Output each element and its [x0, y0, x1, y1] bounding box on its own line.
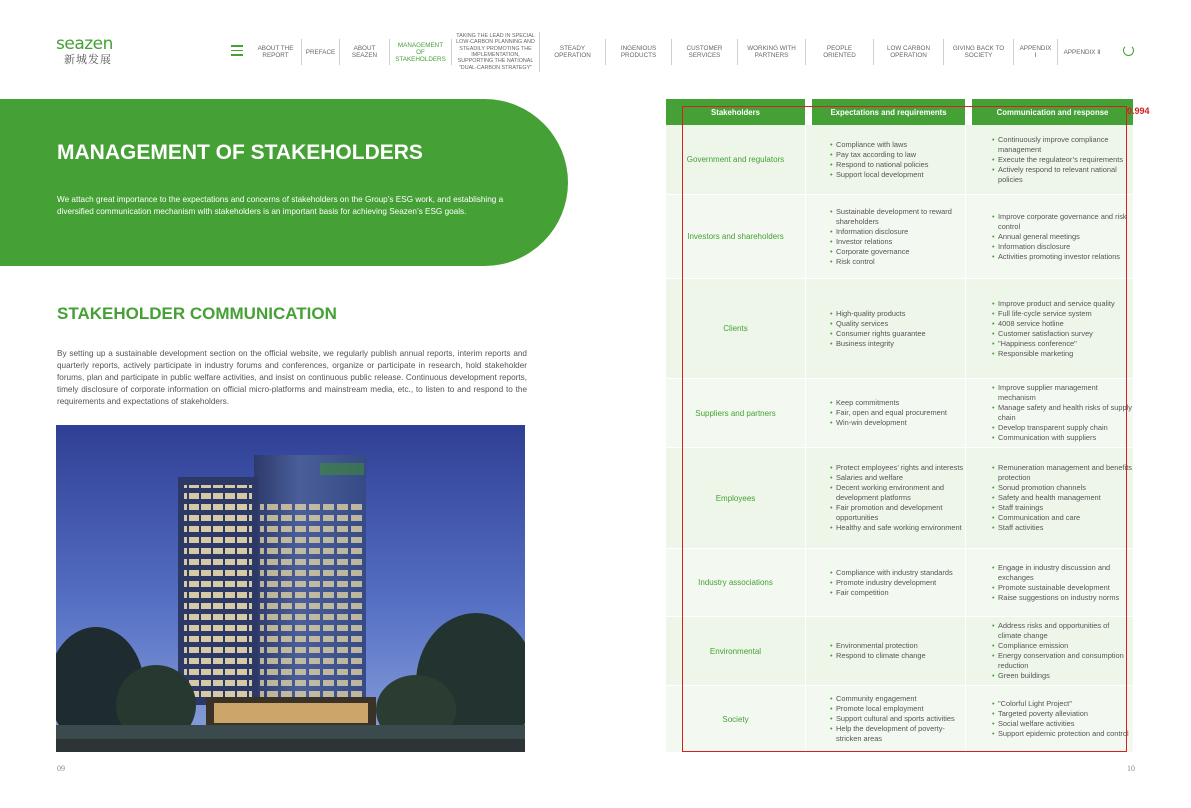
response-item: • Manage safety and health risks of supply chain [992, 403, 1133, 423]
header-communication: Communication and response [972, 99, 1133, 125]
table-row [666, 686, 1133, 753]
expectations-cell [806, 379, 966, 447]
stakeholder-name: Suppliers and partners [666, 379, 806, 447]
table-row [666, 448, 1133, 549]
response-item: • Full life-cycle service system [992, 309, 1133, 319]
responses-cell [966, 686, 1133, 752]
response-item: • Safety and health management [992, 493, 1133, 503]
expectation-item: • Salaries and welfare [830, 473, 965, 483]
responses-cell [966, 549, 1133, 616]
stakeholder-name: Employees [666, 448, 806, 548]
intro-paragraph: We attach great importance to the expectations and concerns of stakeholders on the Group’s ESG work, and establishing a diversified communication mechanism with stakeholders is an important basis for achieving Seazen’s ESG goals. [57, 195, 504, 216]
expectation-item: • Compliance with industry standards [830, 568, 965, 578]
nav-item-appendix-1[interactable]: APPENDIX Ⅰ [1014, 39, 1058, 65]
response-item: • Activities promoting investor relations [992, 252, 1133, 262]
expectations-cell [806, 125, 966, 194]
expectations-cell [806, 195, 966, 278]
response-item: • Remuneration management and benefits protection [992, 463, 1133, 483]
expectation-item: • High-quality products [830, 309, 965, 319]
expectation-item: • Compliance with laws [830, 140, 965, 150]
table-row [666, 279, 1133, 379]
expectations-cell [806, 279, 966, 378]
nav-item-working-with-partners[interactable]: WORKING WITH PARTNERS [738, 39, 806, 65]
expectation-item: • Keep commitments [830, 398, 965, 408]
response-item: • Continuously improve compliance management [992, 135, 1133, 155]
stakeholder-name: Clients [666, 279, 806, 378]
expectation-item: • Respond to climate change [830, 651, 965, 661]
table-header [666, 99, 1133, 125]
table-row [666, 549, 1133, 617]
table-row [666, 617, 1133, 686]
expectation-item: • Support local development [830, 170, 965, 180]
response-item: • 4008 service hotline [992, 319, 1133, 329]
response-item: • Address risks and opportunities of climate change [992, 621, 1133, 641]
hamburger-menu-icon[interactable] [231, 45, 243, 56]
responses-cell [966, 617, 1133, 685]
headquarters-building-photo [56, 425, 525, 752]
nav-item-preface[interactable]: PREFACE [302, 39, 340, 65]
response-item: • "Happiness conference" [992, 339, 1133, 349]
response-item: • Staff trainings [992, 503, 1133, 513]
seazen-logo[interactable] [56, 36, 128, 68]
expectations-cell [806, 617, 966, 685]
response-item: • Green buildings [992, 671, 1133, 681]
expectation-item: • Quality services [830, 319, 965, 329]
nav-item-customer-services[interactable]: CUSTOMER SERVICES [672, 39, 738, 65]
response-item: • Execute the regulateor’s requirements [992, 155, 1133, 165]
nav-item-about-the-report[interactable]: ABOUT THE REPORT [250, 39, 302, 65]
page-number-right: 10 [1127, 764, 1135, 773]
response-item: • Support epidemic protection and control [992, 729, 1133, 739]
expectation-item: • Healthy and safe working environment [830, 523, 965, 533]
expectation-item: • Fair, open and equal procurement [830, 408, 965, 418]
section-paragraph: By setting up a sustainable development section on the official website, we regularly publish annual reports, interim reports and quarterly reports, actively participate in industry forums and conferences, organize or participate in research, hold stakeholder forums, plan and participate in public welfare activities, and insist on continuous public release. Continuous development reports, timely disclosure of corporate information on official micro-platforms and mainstream media, etc., to listen to and respond to the requirements and expectations of stakeholders. [57, 349, 527, 406]
expectation-item: • Win-win development [830, 418, 965, 428]
expectation-item: • Respond to national policies [830, 160, 965, 170]
expectation-item: • Risk control [830, 257, 965, 267]
expectation-item: • Environmental protection [830, 641, 965, 651]
responses-cell [966, 125, 1133, 194]
response-item: • Staff activities [992, 523, 1133, 533]
expectation-item: • Help the development of poverty-stricken areas [830, 724, 965, 744]
stakeholder-name: Investors and shareholders [666, 195, 806, 278]
top-navigation [250, 28, 1106, 76]
expectation-item: • Investor relations [830, 237, 965, 247]
response-item: • Raise suggestions on industry norms [992, 593, 1133, 603]
expectation-item: • Fair promotion and development opportunities [830, 503, 965, 523]
expectation-item: • Pay tax according to law [830, 150, 965, 160]
expectation-item: • Information disclosure [830, 227, 965, 237]
nav-item-low-carbon-planning[interactable]: TAKING THE LEAD IN SPECIAL LOW-CARBON PLANNING AND STEADILY PROMOTING THE IMPLEMENTATION, SUPPORTING THE NATIONAL "DUAL-CARBON STRATEGY" [452, 32, 540, 72]
expectation-item: • Community engagement [830, 694, 965, 704]
header-stakeholders: Stakeholders [666, 99, 805, 125]
responses-cell [966, 195, 1133, 278]
table-row [666, 195, 1133, 279]
stakeholder-name: Environmental [666, 617, 806, 685]
stakeholder-table [666, 99, 1133, 753]
expectation-item: • Support cultural and sports activities [830, 714, 965, 724]
table-row [666, 379, 1133, 448]
expectation-item: • Protect employees’ rights and interests [830, 463, 965, 473]
nav-item-steady-operation[interactable]: STEADY OPERATION [540, 39, 606, 65]
table-row [666, 125, 1133, 195]
response-item: • Promote sustainable development [992, 583, 1133, 593]
expectations-cell [806, 686, 966, 752]
expectation-item: • Promote industry development [830, 578, 965, 588]
response-item: • Customer satisfaction survey [992, 329, 1133, 339]
response-item: • Energy conservation and consumption reduction [992, 651, 1133, 671]
response-item: • "Colorful Light Project" [992, 699, 1133, 709]
page-number-left: 09 [57, 764, 65, 773]
responses-cell [966, 448, 1133, 548]
nav-item-ingenious-products[interactable]: INGENIOUS PRODUCTS [606, 39, 672, 65]
expectation-item: • Decent working environment and development platforms [830, 483, 965, 503]
expectations-cell [806, 448, 966, 548]
response-item: • Improve supplier management mechanism [992, 383, 1133, 403]
response-item: • Sonud promotion channels [992, 483, 1133, 493]
nav-item-management-of-stakeholders[interactable]: MANAGEMENT OF STAKEHOLDERS [390, 39, 452, 65]
expectation-item: • Business integrity [830, 339, 965, 349]
expectation-item: • Sustainable development to reward shareholders [830, 207, 965, 227]
title-banner [0, 99, 568, 266]
logo-text-en: seazen [56, 34, 113, 54]
nav-item-people-oriented[interactable]: PEOPLE ORIENTED [806, 39, 874, 65]
expectation-item: • Consumer rights guarantee [830, 329, 965, 339]
response-item: • Communication and care [992, 513, 1133, 523]
response-item: • Engage in industry discussion and exchanges [992, 563, 1133, 583]
nav-item-giving-back-to-society[interactable]: GIVING BACK TO SOCIETY [944, 39, 1014, 65]
highlight-score: 0.994 [1127, 106, 1150, 116]
nav-item-about-seazen[interactable]: ABOUT SEAZEN [340, 39, 390, 65]
header-expectations: Expectations and requirements [812, 99, 965, 125]
section-title: STAKEHOLDER COMMUNICATION [57, 304, 337, 323]
stakeholder-name: Society [666, 686, 806, 752]
response-item: • Improve corporate governance and risk control [992, 212, 1133, 232]
response-item: • Improve product and service quality [992, 299, 1133, 309]
stakeholder-name: Industry associations [666, 549, 806, 616]
response-item: • Social welfare activities [992, 719, 1133, 729]
response-item: • Annual general meetings [992, 232, 1133, 242]
response-item: • Compliance emission [992, 641, 1133, 651]
refresh-icon[interactable] [1123, 45, 1134, 56]
expectation-item: • Fair competition [830, 588, 965, 598]
nav-item-low-carbon-operation[interactable]: LOW CARBON OPERATION [874, 39, 944, 65]
response-item: • Information disclosure [992, 242, 1133, 252]
logo-text-cn: 新城发展 [64, 53, 112, 66]
responses-cell [966, 279, 1133, 378]
page-title: MANAGEMENT OF STAKEHOLDERS [57, 141, 423, 164]
response-item: • Develop transparent supply chain [992, 423, 1133, 433]
response-item: • Targeted poverty alleviation [992, 709, 1133, 719]
response-item: • Communication with suppliers [992, 433, 1133, 443]
stakeholder-name: Government and regulators [666, 125, 806, 194]
response-item: • Responsible marketing [992, 349, 1133, 359]
nav-item-appendix-2[interactable]: APPENDIX Ⅱ [1063, 48, 1101, 56]
expectation-item: • Corporate governance [830, 247, 965, 257]
response-item: • Actively respond to relevant national policies [992, 165, 1133, 185]
responses-cell [966, 379, 1133, 447]
expectations-cell [806, 549, 966, 616]
expectation-item: • Promote local employment [830, 704, 965, 714]
